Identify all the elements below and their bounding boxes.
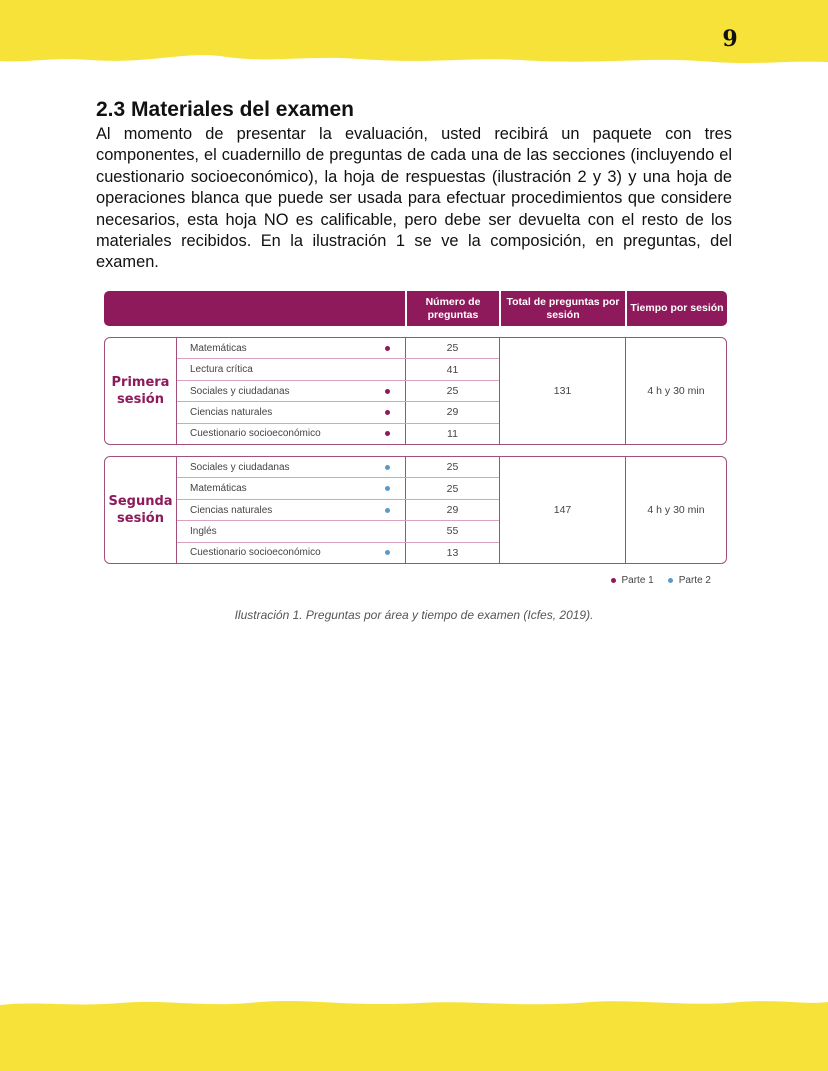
table-row (177, 424, 499, 444)
subject-cell (177, 457, 406, 477)
session-label: Segunda sesión (105, 457, 177, 563)
figure-caption: Ilustración 1. Preguntas por área y tiempo de examen (Icfes, 2019). (234, 608, 594, 622)
subject-name: Matemáticas (190, 483, 247, 495)
subject-cell (177, 478, 406, 498)
subject-cell (177, 521, 406, 541)
subject-name: Cuestionario socioeconómico (190, 428, 321, 440)
questions-cell: 11 (447, 427, 458, 440)
part2-dot-icon (668, 578, 673, 583)
subject-name: Matemáticas (190, 342, 247, 354)
part1-dot-icon (611, 578, 616, 583)
header-questions: Número de preguntas (405, 291, 499, 326)
part2-dot-icon (385, 465, 390, 470)
subject-cell (177, 381, 406, 401)
questions-cell: 41 (446, 363, 459, 376)
table-row (177, 543, 499, 563)
table-row (177, 338, 499, 359)
session-first (104, 337, 727, 445)
table-row (177, 478, 499, 499)
session-rows (177, 457, 500, 563)
legend-item-part2 (668, 575, 711, 586)
questions-cell: 25 (446, 385, 459, 398)
subject-name: Sociales y ciudadanas (190, 385, 290, 397)
subject-name: Inglés (190, 525, 217, 537)
subject-name: Sociales y ciudadanas (190, 461, 290, 473)
questions-cell: 25 (446, 482, 459, 495)
part2-dot-icon (385, 508, 390, 513)
subject-name: Ciencias naturales (190, 504, 273, 516)
subject-cell (177, 543, 406, 563)
session-second (104, 456, 727, 564)
session-total: 131 (500, 338, 626, 444)
table-row (177, 359, 499, 380)
header-total: Total de preguntas por sesión (499, 291, 625, 326)
section-content (96, 96, 732, 274)
subject-name: Cuestionario socioeconómico (190, 547, 321, 559)
legend-label: Parte 1 (621, 574, 654, 586)
questions-cell: 25 (446, 461, 459, 474)
legend-label: Parte 2 (678, 574, 711, 586)
header-time: Tiempo por sesión (625, 291, 727, 326)
subject-cell (177, 402, 406, 422)
part1-dot-icon (385, 410, 390, 415)
exam-table-figure (104, 291, 727, 588)
table-row (177, 381, 499, 402)
body-paragraph: Al momento de presentar la evaluación, usted recibirá un paquete con tres componentes, el cuadernillo de preguntas de cada una de las secciones (incluyendo el cuestionario socioeconómico), la hoja de respuestas (ilustración 2 y 3) y una hoja de operaciones blanca que puede ser usada para efectuar procedimientos que considere necesarios, esta hoja NO es calificable, pero debe ser devuelta con el resto de los materiales recibidos. En la ilustración 1 se ve la composición, en preguntas, del examen. (96, 125, 732, 272)
legend-item-part1 (611, 575, 654, 586)
subject-cell (177, 424, 406, 444)
part2-dot-icon (385, 486, 390, 491)
subject-name: Ciencias naturales (190, 406, 273, 418)
part1-dot-icon (385, 389, 390, 394)
questions-cell: 29 (446, 504, 459, 517)
section-title: 2.3 Materiales del examen (96, 98, 354, 121)
page-number: 9 (722, 26, 738, 52)
table-row (177, 402, 499, 423)
questions-cell: 55 (446, 525, 459, 538)
table-header (104, 291, 727, 326)
part1-dot-icon (385, 346, 390, 351)
session-total: 147 (500, 457, 626, 563)
header-blank (104, 291, 405, 326)
subject-cell (177, 338, 406, 358)
subject-name: Lectura crítica (190, 364, 253, 376)
table-row (177, 521, 499, 542)
table-row (177, 457, 499, 478)
subject-cell (177, 359, 406, 379)
session-rows (177, 338, 500, 444)
session-label: Primera sesión (105, 338, 177, 444)
legend (104, 572, 727, 588)
part1-dot-icon (385, 431, 390, 436)
questions-cell: 25 (446, 342, 459, 355)
table-row (177, 500, 499, 521)
subject-cell (177, 500, 406, 520)
part2-dot-icon (385, 550, 390, 555)
session-time: 4 h y 30 min (647, 385, 705, 397)
questions-cell: 13 (446, 546, 459, 559)
questions-cell: 29 (446, 406, 459, 419)
bottom-yellow-band (0, 999, 828, 1071)
session-time: 4 h y 30 min (647, 504, 705, 516)
